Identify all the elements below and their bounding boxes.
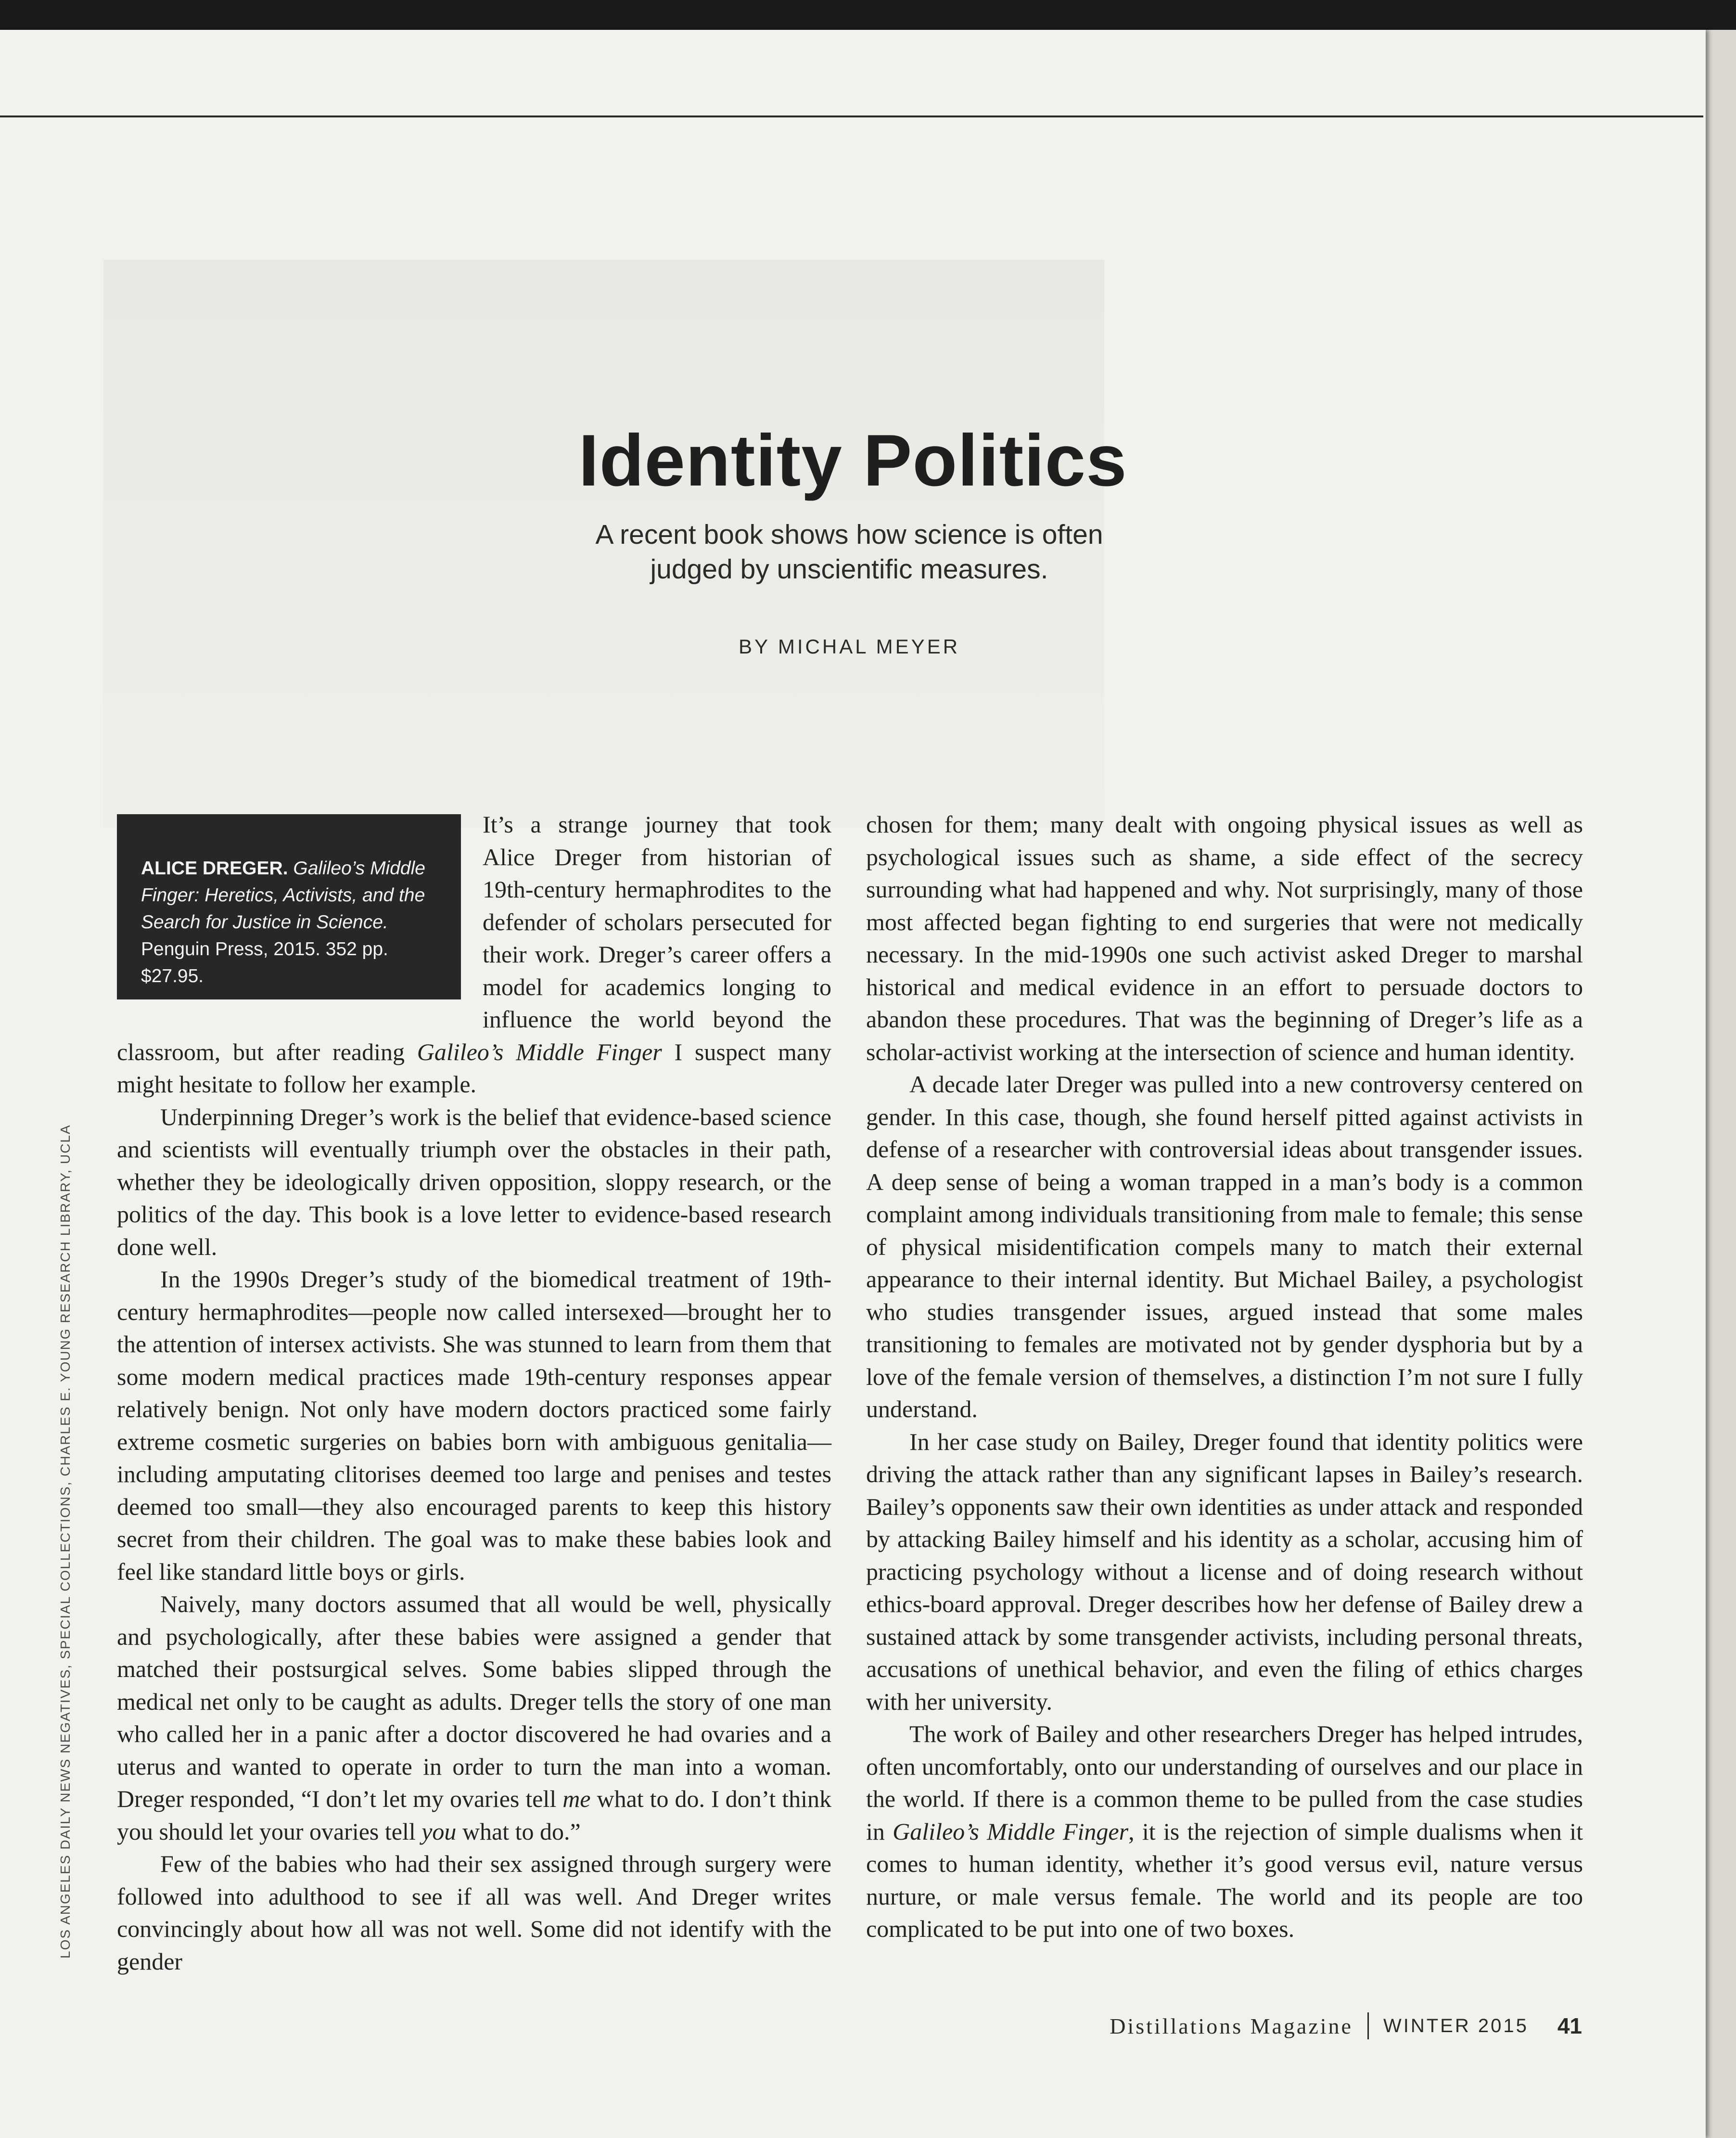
book-publication: Penguin Press, 2015. 352 pp. $27.95.: [141, 939, 388, 986]
paragraph-7: A decade later Dreger was pulled into a new controversy centered on gender. In this case, though, she found herself pitted against activists in defense of a researcher with controversial ideas about transgender issues. A deep sense of being a woman trapped in a man’s body is a common complaint among individuals transitioning from male to female; this sense of physical misidentification compels many to match their external appearance to their internal identity. But Michael Bailey, a psychologist who studies transgender issues, argued instead that some males transitioning to females are motivated not by gender dysphoria but by a love of the female version of themselves, a distinction I’m not sure I fully understand.: [866, 1071, 1583, 1422]
next-page-edge: [1706, 30, 1736, 2138]
paragraph-5: Few of the babies who had their sex assigned through surgery were followed into adulthood to see if all was well. And Dreger writes convincingly about how all was not well. Some did not identify with the gender: [117, 1850, 831, 1975]
page-footer: [1110, 2011, 1582, 2040]
p9-text-a: The work of Bailey and other researchers Dreger has helped intrudes, often uncomfortably, onto our understanding of ourselves and our place in the world. If there is a common theme to be pulled from the case studies in: [866, 1720, 1583, 1845]
paragraph-4: [117, 1588, 831, 1848]
article-title: Identity Politics: [578, 420, 1127, 501]
paragraph-2: Underpinning Dreger’s work is the belief that evidence-based science and scientists will eventually triumph over the obstacles in their path, whether they be ideologically driven opposition, sloppy research, or the politics of the day. This book is a love letter to evidence-based research done well.: [117, 1103, 831, 1260]
footer-divider: [1367, 2012, 1369, 2039]
top-rule: [0, 115, 1703, 117]
infobox-spacer: [117, 808, 483, 1015]
p4-emphasis-me: me: [562, 1785, 591, 1812]
paragraph-6: chosen for them; many dealt with ongoing physical issues as well as psychological issues such as shame, a side effect of the secrecy surrounding what had happened and why. Not surprisingly, many of those most affected began fighting to end surgeries that were not medically necessary. In the mid-1990s one such activist asked Dreger to marshal historical and medical evidence in an effort to persuade doctors to abandon these procedures. That was the beginning of Dreger’s life as a scholar-activist working at the intersection of science and human identity.: [866, 811, 1583, 1065]
footer-issue: WINTER 2015: [1383, 2015, 1529, 2036]
book-title: Galileo’s Middle Finger: Heretics, Activists, and the Search for Justice in Science.: [141, 858, 425, 933]
p1-text-b: I suspect many might hesitate to follow her example.: [117, 1038, 831, 1098]
p1-book-title: Galileo’s Middle Finger: [417, 1038, 662, 1065]
paragraph-9: [866, 1718, 1583, 1946]
p4-text-c: what to do.”: [456, 1818, 581, 1845]
byline: BY MICHAL MEYER: [738, 635, 960, 658]
paragraph-3: In the 1990s Dreger’s study of the biomedical treatment of 19th-century hermaphrodites—people now called intersexed—brought her to the attention of intersex activists. She was stunned to learn from them that some modern medical practices made 19th-century responses appear relatively benign. Not only have modern doctors practiced some fairly extreme cosmetic surgeries on babies born with ambiguous genitalia—including amputating clitorises deemed too large and penises and testes deemed too small—they also encouraged parents to keep this history secret from their children. The goal was to make these babies look and feel like standard little boys or girls.: [117, 1266, 831, 1585]
p4-text-a: Naively, many doctors assumed that all would be well, physically and psychologically, after these babies were assigned a gender that matched their postsurgical selves. Some babies slipped through the medical net only to be caught as adults. Dreger tells the story of one man who called her in a panic after a doctor discovered he had ovaries and a uterus and wanted to operate in order to turn the man into a woman. Dreger responded, “I don’t let my ovaries tell: [117, 1590, 831, 1812]
deck-line-2: judged by unscientific measures.: [650, 554, 1048, 585]
body-column-left: [117, 808, 831, 1978]
article-deck: [529, 517, 1169, 587]
p1-text-a: It’s a strange journey that took Alice Dreger from historian of 19th-century hermaphrodites to the defender of scholars persecuted for their work. Dreger’s career offers a model for academics longing to influence the world beyond the classroom, but after reading: [117, 811, 831, 1065]
paragraph-8: In her case study on Bailey, Dreger found that identity politics were driving the attack rather than any significant lapses in Bailey’s research. Bailey’s opponents saw their own identities as under attack and responded by attacking Bailey himself and his identity as a scholar, accusing him of practicing psychology without a license and of doing research without ethics-board approval. Dreger describes how her defense of Bailey drew a sustained attack by some transgender activists, including personal threats, accusations of unethical behavior, and even the filing of ethics charges with her university.: [866, 1428, 1583, 1715]
footer-magazine-name: Distillations Magazine: [1110, 2013, 1353, 2038]
p9-text-b: , it is the rejection of simple dualisms when it comes to human identity, whether it’s good versus evil, nature versus nurture, or male versus female. The world and its people are too complicated to be put into one of two boxes.: [866, 1818, 1583, 1942]
page-number: 41: [1557, 2013, 1582, 2038]
p4-text-b: what to do. I don’t think you should let your ovaries tell: [117, 1785, 832, 1845]
deck-line-1: A recent book shows how science is often: [595, 519, 1103, 550]
scan-background: [0, 0, 1736, 30]
p9-book-title: Galileo’s Middle Finger: [893, 1818, 1129, 1845]
body-column-right: [866, 808, 1583, 1946]
photo-credit: LOS ANGELES DAILY NEWS NEGATIVES, SPECIAL COLLECTIONS, CHARLES E. YOUNG RESEARCH LIBRARY, UCLA: [58, 1124, 73, 1959]
p4-emphasis-you: you: [421, 1818, 457, 1845]
book-author: ALICE DREGER.: [141, 858, 288, 879]
